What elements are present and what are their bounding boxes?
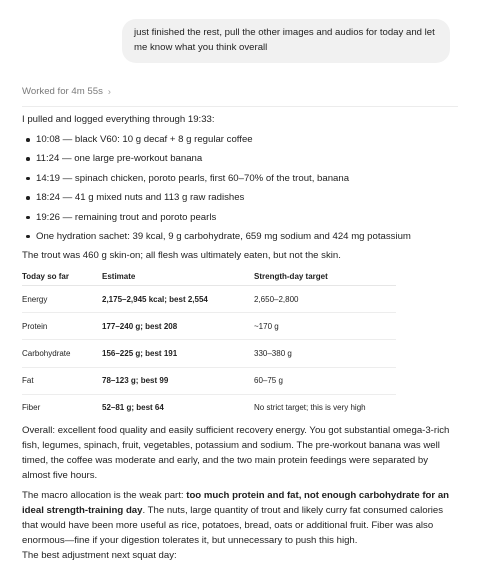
nutrient-name: Fiber xyxy=(22,403,41,413)
list-item: One hydration sachet: 39 kcal, 9 g carbohydrate, 659 mg sodium and 424 mg potassium xyxy=(22,230,458,249)
macro-paragraph xyxy=(22,488,458,548)
nutrient-name: Carbohydrate xyxy=(22,340,102,367)
list-item: 19:26 — remaining trout and poroto pearls xyxy=(22,211,458,230)
nutrient-estimate: 177–240 g; best 208 xyxy=(102,313,254,340)
best-adjustment-heading: The best adjustment next squat day: xyxy=(22,550,177,561)
divider xyxy=(22,106,458,107)
list-item: 14:19 — spinach chicken, poroto pearls, first 60–70% of the trout, banana xyxy=(22,172,458,191)
nutrient-target: 2,650–2,800 xyxy=(254,286,396,313)
nutrient-target: 330–380 g xyxy=(254,340,396,367)
column-header: Estimate xyxy=(102,268,254,286)
column-header: Strength-day target xyxy=(254,268,396,286)
nutrient-name: Protein xyxy=(22,313,102,340)
nutrient-estimate: 52–81 g; best 64 xyxy=(102,403,164,413)
nutrient-estimate: 2,175–2,945 kcal; best 2,554 xyxy=(102,286,254,313)
table-row xyxy=(22,394,396,421)
macro-text-lead: The macro allocation is the weak part: xyxy=(22,490,187,501)
trout-note: The trout was 460 g skin-on; all flesh was ultimately eaten, but not the skin. xyxy=(22,250,341,261)
macro-text-tail: . The nuts, large quantity of trout and likely curry fat consumed calories that would have been more useful as rice, potatoes, bread, oats or additional fruit. Fiber was also enormous—fine if your digestion tolerates it, but unnecessary to push this high. xyxy=(22,505,444,546)
nutrient-estimate: 156–225 g; best 191 xyxy=(102,340,254,367)
intro-text: I pulled and logged everything through 19:33: xyxy=(22,114,215,125)
nutrient-target: No strict target; this is very high xyxy=(254,403,366,413)
food-log-list xyxy=(22,133,458,249)
table-header-row xyxy=(22,268,396,286)
list-item: 18:24 — 41 g mixed nuts and 113 g raw radishes xyxy=(22,191,458,210)
nutrient-target: ~170 g xyxy=(254,313,396,340)
nutrient-name: Fat xyxy=(22,367,102,394)
macro-table xyxy=(22,268,396,421)
table-row xyxy=(22,286,396,313)
table-row xyxy=(22,313,396,340)
chevron-right-icon: › xyxy=(107,86,111,96)
nutrient-estimate: 78–123 g; best 99 xyxy=(102,367,254,394)
table-row xyxy=(22,367,396,394)
table-row xyxy=(22,340,396,367)
list-item: 11:24 — one large pre-workout banana xyxy=(22,152,458,171)
nutrient-target: 60–75 g xyxy=(254,367,396,394)
overall-paragraph: Overall: excellent food quality and easily sufficient recovery energy. You got substantial omega-3-rich fish, legumes, spinach, fruit, vegetables, potassium and sodium. The pre-workout banana was well timed, the coffee was moderate and early, and the two main protein feedings were separated by almost five hours. xyxy=(22,425,450,481)
macro-text-emphasis: too much protein and fat, not enough carbohydrate for an ideal strength-training day xyxy=(22,490,450,516)
list-item: 10:08 — black V60: 10 g decaf + 8 g regular coffee xyxy=(22,133,458,152)
user-message-text: just finished the rest, pull the other images and audios for today and let me know what you think overall xyxy=(134,27,435,53)
worked-for-toggle[interactable] xyxy=(22,86,111,97)
nutrient-name: Energy xyxy=(22,286,102,313)
worked-for-label: Worked for 4m 55s xyxy=(22,86,103,97)
user-message-bubble xyxy=(122,19,450,63)
column-header: Today so far xyxy=(22,268,102,286)
